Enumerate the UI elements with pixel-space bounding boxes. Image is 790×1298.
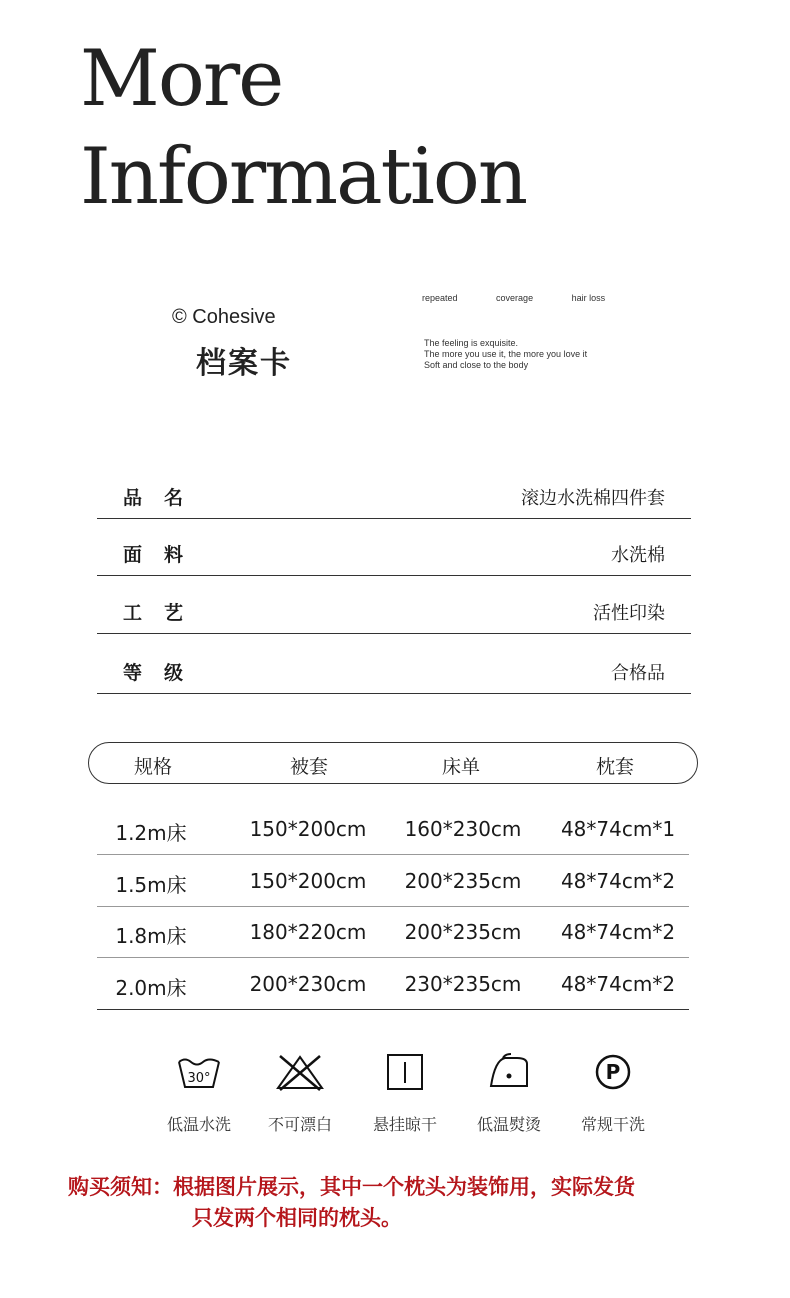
- dry-clean-p-icon: [593, 1052, 633, 1092]
- spec-header-size: 规格: [133, 756, 172, 778]
- tag: hair loss: [571, 293, 606, 303]
- notice-line-2: 只发两个相同的枕头。: [192, 1206, 402, 1230]
- brand-name: © Cohesive: [172, 306, 276, 328]
- purchase-notice: [68, 1172, 748, 1234]
- care-label: 低温熨烫: [476, 1115, 541, 1134]
- info-value: 活性印染: [593, 603, 665, 624]
- dry-clean-letter: P: [605, 1060, 621, 1084]
- spec-cell: 2.0m床: [115, 976, 187, 1000]
- info-value: 水洗棉: [611, 545, 665, 566]
- spec-cell: 160*230cm: [404, 817, 522, 841]
- care-label: 低温水洗: [166, 1115, 231, 1134]
- spec-cell: 48*74cm*2: [560, 920, 676, 944]
- info-row-fabric: [97, 525, 691, 576]
- spec-cell: 200*235cm: [404, 920, 522, 944]
- info-row-grade: [97, 643, 691, 694]
- spec-cell: 48*74cm*2: [560, 869, 676, 893]
- spec-cell: 1.2m床: [115, 821, 187, 845]
- care-label: 常规干洗: [580, 1115, 645, 1134]
- spec-cell: 1.5m床: [115, 873, 187, 897]
- info-label: 等级: [123, 662, 206, 684]
- table-row: [97, 906, 689, 958]
- spec-cell: 150*200cm: [249, 817, 367, 841]
- care-item-dry-clean: [568, 1052, 658, 1135]
- spec-cell: 200*235cm: [404, 869, 522, 893]
- care-item-hang-dry: [360, 1052, 450, 1135]
- info-row-name: [97, 468, 691, 519]
- card-title: 档案卡: [196, 346, 292, 381]
- care-item-no-bleach: [255, 1052, 345, 1135]
- spec-cell: 48*74cm*2: [560, 972, 676, 996]
- spec-cell: 48*74cm*1: [560, 817, 676, 841]
- hang-dry-icon: [385, 1052, 425, 1092]
- info-value: 滚边水洗棉四件套: [521, 488, 665, 509]
- title-line-1: More: [80, 34, 283, 124]
- slogan: [424, 338, 587, 371]
- slogan-line: The feeling is exquisite.: [424, 338, 519, 348]
- table-row: [97, 958, 689, 1010]
- spec-header-duvet: 被套: [289, 756, 328, 778]
- care-label: 悬挂晾干: [372, 1115, 437, 1134]
- spec-cell: 1.8m床: [115, 924, 187, 948]
- spec-header-sheet: 床单: [441, 756, 480, 778]
- info-row-craft: [97, 583, 691, 634]
- spec-cell: 150*200cm: [249, 869, 367, 893]
- info-label: 品名: [123, 487, 206, 509]
- table-row: [97, 855, 689, 907]
- info-label: 面料: [123, 544, 206, 566]
- care-item-wash: [154, 1052, 244, 1135]
- spec-cell: 200*230cm: [249, 972, 367, 996]
- tag: coverage: [496, 293, 534, 303]
- notice-line-1: 购买须知：根据图片展示，其中一个枕头为装饰用，实际发货: [68, 1175, 635, 1199]
- slogan-line: The more you use it, the more you love it: [424, 349, 588, 359]
- tag: repeated: [422, 293, 458, 303]
- slogan-line: Soft and close to the body: [424, 360, 529, 370]
- spec-cell: 230*235cm: [404, 972, 522, 996]
- info-label: 工艺: [123, 602, 206, 624]
- tag-list: [422, 293, 641, 303]
- spec-cell: 180*220cm: [249, 920, 367, 944]
- spec-table-header: [88, 742, 698, 784]
- care-item-iron: [464, 1052, 554, 1135]
- no-bleach-icon: [272, 1052, 328, 1092]
- title-line-2: Information: [80, 132, 527, 222]
- table-row: [97, 803, 689, 855]
- spec-header-pillowcase: 枕套: [595, 756, 634, 778]
- info-value: 合格品: [611, 663, 665, 684]
- wash-30-icon: [176, 1052, 222, 1092]
- care-label: 不可漂白: [267, 1115, 332, 1134]
- wash-temp-label: 30°: [187, 1071, 211, 1086]
- low-iron-icon: [487, 1052, 531, 1092]
